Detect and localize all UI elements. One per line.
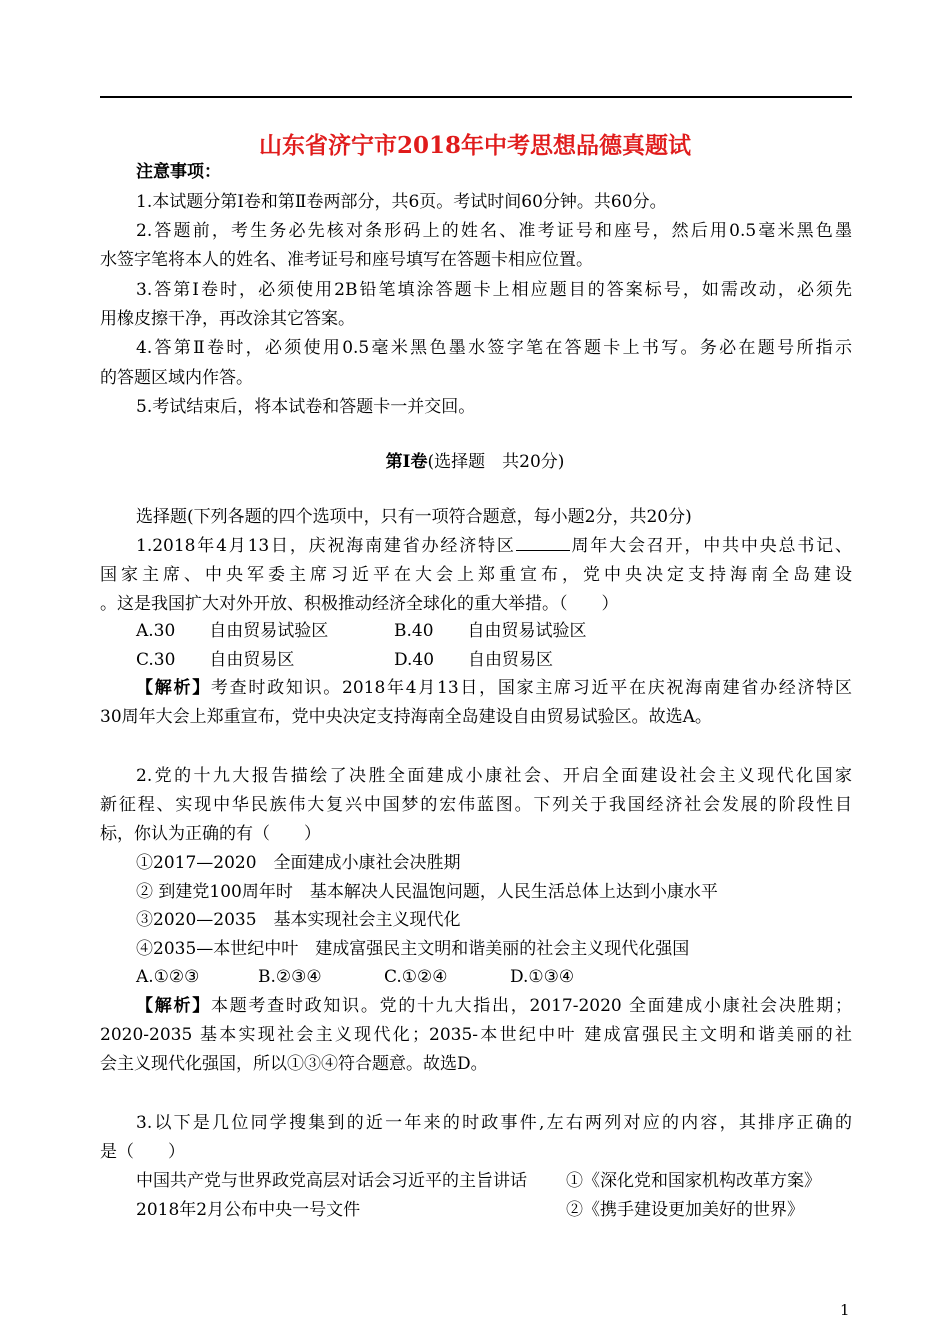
q2-item-4: ④2035—本世纪中叶 建成富强民主文明和谐美丽的社会主义现代化强国 [136,939,690,959]
notice-item-4-cont: 的答题区域内作答。 [100,368,253,388]
section-title-bold: 第Ⅰ卷 [385,452,428,472]
q3-stem-line-1: 3.以下是几位同学搜集到的近一年来的时政事件,左右两列对应的内容，其排序正确的 [136,1113,852,1133]
q1-answer-blank [516,536,570,551]
notice-item-3: 3.答第Ⅰ卷时，必须使用2B铅笔填涂答题卡上相应题目的答案标号，如需改动，必须先 [136,280,852,300]
section-title [0,448,950,476]
q3-row-2-right: ②《携手建设更加美好的世界》 [566,1200,804,1220]
notice-item-5: 5.考试结束后，将本试卷和答题卡一并交回。 [136,397,476,417]
notice-item-1: 1.本试题分第Ⅰ卷和第Ⅱ卷两部分，共6页。考试时间60分钟。共60分。 [136,192,667,212]
q1-stem-line-1 [136,532,852,560]
q3-stem-line-2: 是（ ） [100,1142,185,1162]
q3-row-2-left: 2018年2月公布中央一号文件 [136,1200,361,1220]
q1-explanation-text: 考查时政知识。2018年4月13日，国家主席习近平在庆祝海南建省办经济特区 [210,678,852,698]
notice-item-2-cont: 水签字笔将本人的姓名、准考证号和座号填写在答题卡相应位置。 [100,250,593,270]
q2-option-a: A.①②③ [136,967,200,987]
q2-option-d: D.①③④ [510,967,575,987]
q1-explanation-line-1 [136,674,852,702]
document-title: 山东省济宁市2018年中考思想品德真题试 [258,132,691,159]
q2-stem-line-2: 新征程、实现中华民族伟大复兴中国梦的宏伟蓝图。下列关于我国经济社会发展的阶段性目 [100,795,852,815]
notice-heading: 注意事项： [136,162,221,182]
q1-option-c: C.30 自由贸易区 [136,650,295,670]
q1-stem-line-3: 。这是我国扩大对外开放、积极推动经济全球化的重大举措。（ ） [100,594,619,614]
section-title-rest: (选择题 共20分) [427,452,565,472]
q1-option-b: B.40 自由贸易试验区 [394,621,587,641]
notice-item-4: 4.答第Ⅱ卷时，必须使用0.5毫米黑色墨水签字笔在答题卡上书写。务必在题号所指示 [136,338,852,358]
q2-stem-line-1: 2.党的十九大报告描绘了决胜全面建成小康社会、开启全面建设社会主义现代化国家 [136,766,852,786]
q2-item-1: ①2017—2020 全面建成小康社会决胜期 [136,853,461,873]
q2-stem-line-3: 标，你认为正确的有（ ） [100,824,321,844]
q2-item-3: ③2020—2035 基本实现社会主义现代化 [136,910,461,930]
q3-row-1-right: ①《深化党和国家机构改革方案》 [566,1171,821,1191]
q1-option-d: D.40 自由贸易区 [394,650,554,670]
section-intro: 选择题(下列各题的四个选项中，只有一项符合题意，每小题2分，共20分) [136,507,692,527]
q2-explanation-line-1 [136,992,852,1020]
q1-explanation-line-2: 30周年大会上郑重宣布，党中央决定支持海南全岛建设自由贸易试验区。故选A。 [100,707,712,727]
q1-option-a: A.30 自由贸易试验区 [136,621,329,641]
q2-explanation-line-3: 会主义现代化强国，所以①③④符合题意。故选D。 [100,1054,488,1074]
q1-stem-part-b: 周年大会召开，中共中央总书记、 [569,536,853,556]
q2-option-c: C.①②④ [384,967,448,987]
q1-explanation-label: 【解析】 [136,678,211,698]
notice-item-2: 2.答题前，考生务必先核对条形码上的姓名、准考证号和座号，然后用0.5毫米黑色墨 [136,221,852,241]
q3-row-1-left: 中国共产党与世界政党高层对话会习近平的主旨讲话 [136,1171,527,1191]
q1-stem-part-a: 1.2018年4月13日，庆祝海南建省办经济特区 [136,536,516,556]
q2-option-b: B.②③④ [258,967,322,987]
q2-item-2: ② 到建党100周年时 基本解决人民温饱问题，人民生活总体上达到小康水平 [136,882,718,902]
q2-explanation-text: 本题考查时政知识。党的十九大指出，2017-2020 全面建成小康社会决胜期； [210,996,852,1016]
q1-stem-line-2: 国家主席、中央军委主席习近平在大会上郑重宣布，党中央决定支持海南全岛建设 [100,565,852,585]
header-rule [100,96,852,98]
q2-explanation-line-2: 2020-2035 基本实现社会主义现代化；2035-本世纪中叶 建成富强民主文明和谐美丽的社 [100,1025,852,1045]
q2-explanation-label: 【解析】 [136,996,211,1016]
notice-item-3-cont: 用橡皮擦干净，再改涂其它答案。 [100,309,355,329]
page-number: 1 [840,1301,850,1319]
